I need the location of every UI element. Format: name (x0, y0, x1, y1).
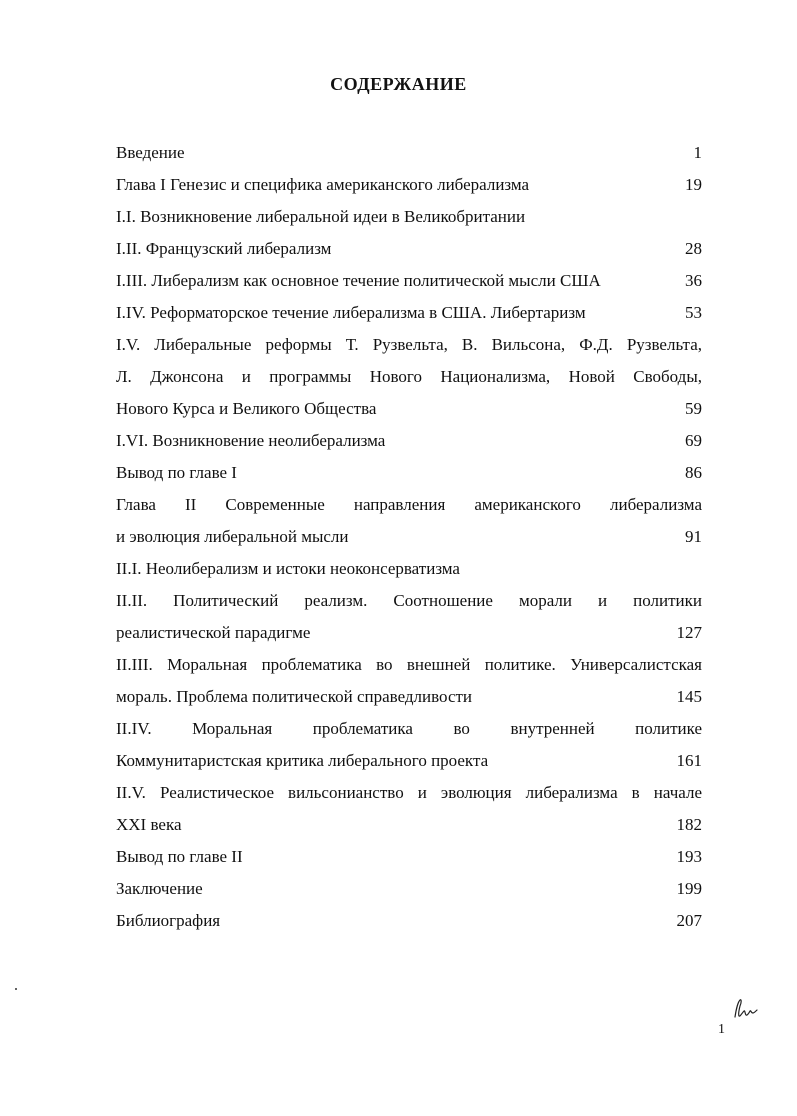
toc-entry-2-3-line-2 (116, 681, 702, 713)
toc-entry-2-3-line-1 (116, 649, 702, 681)
toc-entry-text: Нового Курса и Великого Общества (116, 399, 377, 418)
scan-speck (15, 988, 17, 990)
toc-entry-page: 69 (685, 431, 702, 450)
toc-entry-text: XXI века (116, 815, 182, 834)
toc-entry-text: II.V. Реалистическое вильсонианство и эволюция либерализма в начале (116, 783, 702, 802)
toc-entry-2-1 (116, 553, 702, 585)
toc-entry-1-4 (116, 297, 702, 329)
toc-entry-text: Вывод по главе II (116, 847, 243, 866)
toc-entry-2-2-line-2 (116, 617, 702, 649)
toc-entry-text: II.II. Политический реализм. Соотношение морали и политики (116, 591, 702, 610)
toc-entry-page: 145 (676, 687, 702, 706)
toc-entry-text: I.V. Либеральные реформы Т. Рузвельта, В. Вильсона, Ф.Д. Рузвельта, (116, 335, 702, 354)
toc-entry-text: Введение (116, 143, 185, 162)
toc-entry-text: II.IV. Моральная проблематика во внутренней политике (116, 719, 702, 738)
handwritten-initial-icon (732, 998, 758, 1025)
toc-entry-text: Вывод по главе I (116, 463, 237, 482)
toc-entry-text: I.III. Либерализм как основное течение политической мысли США (116, 271, 601, 290)
toc-entry-chapter-1 (116, 169, 702, 201)
toc-entry-text: Заключение (116, 879, 203, 898)
toc-entry-conclusion (116, 873, 702, 905)
toc-entry-1-5-line-1 (116, 329, 702, 361)
toc-entry-bibliography (116, 905, 702, 937)
toc-entry-page: 127 (676, 623, 702, 642)
toc-entry-1-1 (116, 201, 702, 233)
toc-entry-text: Глава II Современные направления американского либерализма (116, 495, 702, 514)
toc-entry-page: 199 (676, 879, 702, 898)
toc-entry-text: II.III. Моральная проблематика во внешней политике. Универсалистская (116, 655, 702, 674)
toc-entry-page: 193 (676, 847, 702, 866)
toc-entry-chapter-2-line-2 (116, 521, 702, 553)
toc-entry-page: 1 (693, 143, 702, 162)
toc-entry-2-2-line-1 (116, 585, 702, 617)
toc-entry-text: Л. Джонсона и программы Нового Национализма, Новой Свободы, (116, 367, 702, 386)
toc-entry-introduction (116, 137, 702, 169)
toc-entry-text: Коммунитаристская критика либерального проекта (116, 751, 489, 770)
toc-entry-chapter-2-conclusion (116, 841, 702, 873)
toc-entry-text: Библиография (116, 911, 221, 930)
toc-entry-page: 36 (685, 271, 702, 290)
toc-entry-text: реалистической парадигме (116, 623, 311, 642)
toc-entry-page: 207 (676, 911, 702, 930)
toc-entry-1-5-line-2 (116, 361, 702, 393)
toc-entry-text: I.I. Возникновение либеральной идеи в Великобритании (116, 207, 526, 226)
toc-entry-2-5-line-2 (116, 809, 702, 841)
toc-entry-2-4-line-2 (116, 745, 702, 777)
toc-entry-page: 91 (685, 527, 702, 546)
toc-entry-page: 53 (685, 303, 702, 322)
toc-entry-page: 59 (685, 399, 702, 418)
toc-entry-text: II.I. Неолиберализм и истоки неоконсерватизма (116, 559, 460, 578)
toc-entry-text: Глава I Генезис и специфика американского либерализма (116, 175, 530, 194)
toc-entry-page: 19 (685, 175, 702, 194)
toc-entry-1-3 (116, 265, 702, 297)
toc-entry-1-2 (116, 233, 702, 265)
toc-entry-chapter-1-conclusion (116, 457, 702, 489)
toc-entry-page: 161 (676, 751, 702, 770)
toc-entry-text: I.II. Французский либерализм (116, 239, 332, 258)
toc-entry-text: и эволюция либеральной мысли (116, 527, 349, 546)
toc-entry-page: 86 (685, 463, 702, 482)
toc-entry-1-5-line-3 (116, 393, 702, 425)
page-title: СОДЕРЖАНИЕ (330, 74, 467, 94)
table-of-contents (116, 137, 702, 937)
toc-entry-text: I.VI. Возникновение неолиберализма (116, 431, 386, 450)
toc-entry-page: 28 (685, 239, 702, 258)
toc-entry-page: 182 (676, 815, 702, 834)
toc-entry-2-4-line-1 (116, 713, 702, 745)
toc-entry-1-6 (116, 425, 702, 457)
toc-entry-2-5-line-1 (116, 777, 702, 809)
toc-entry-text: I.IV. Реформаторское течение либерализма в США. Либертаризм (116, 303, 586, 322)
toc-entry-chapter-2-line-1 (116, 489, 702, 521)
page-number: 1 (718, 1022, 725, 1037)
toc-entry-text: мораль. Проблема политической справедливости (116, 687, 473, 706)
